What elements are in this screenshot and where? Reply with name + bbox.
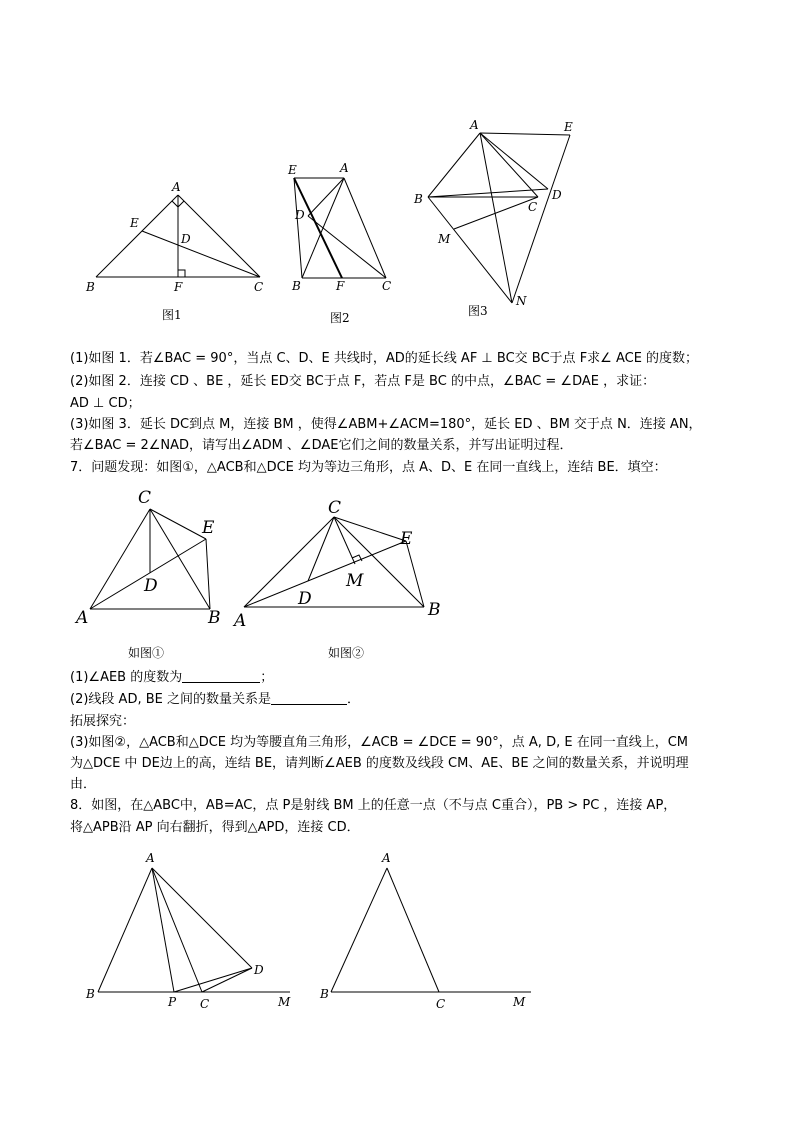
label-e: E bbox=[288, 163, 297, 177]
figure-1 bbox=[80, 175, 270, 330]
label-f: F bbox=[174, 280, 183, 294]
label-d: D bbox=[181, 232, 191, 246]
segment-ab bbox=[428, 133, 480, 197]
label-m: M bbox=[513, 995, 526, 1009]
q7-part1-end: ； bbox=[260, 670, 274, 685]
segment-cm bbox=[334, 517, 355, 564]
segment-ec bbox=[142, 231, 260, 277]
q7-intro: 7．问题发现：如图①，△ACB和△DCE 均为等边三角形，点 A、D、E 在同一直线上，连结 BE．填空： bbox=[70, 460, 667, 475]
label-b: B bbox=[320, 987, 329, 1001]
label-a: A bbox=[76, 608, 89, 628]
segment-eb bbox=[206, 539, 210, 609]
segment-ca bbox=[244, 517, 334, 607]
label-b: B bbox=[208, 608, 221, 628]
figure-4-caption: 如图① bbox=[128, 646, 165, 660]
figure-7 bbox=[315, 848, 540, 1018]
label-a: A bbox=[234, 611, 247, 631]
figure-6 bbox=[80, 848, 300, 1018]
segment-dc bbox=[308, 216, 386, 278]
label-n: N bbox=[516, 294, 527, 308]
segment-ab bbox=[331, 868, 387, 992]
q7-extension-heading: 拓展探究： bbox=[70, 714, 136, 729]
segment-ad bbox=[308, 178, 344, 216]
label-a: A bbox=[340, 161, 349, 175]
label-a: A bbox=[382, 851, 391, 865]
q6-part3-line2: 若∠BAC = 2∠NAD，请写出∠ADM 、∠DAE它们之间的数量关系，并写出证明过程． bbox=[70, 438, 573, 453]
figure-4 bbox=[70, 485, 240, 665]
figure-2 bbox=[280, 158, 400, 330]
segment-ca bbox=[90, 509, 150, 609]
segment-an bbox=[480, 133, 512, 303]
figure-5-caption: 如图② bbox=[328, 646, 365, 660]
segment-mc bbox=[454, 197, 538, 229]
label-a: A bbox=[172, 180, 181, 194]
label-f: F bbox=[336, 279, 345, 293]
q8-line1: 8．如图，在△ABC中，AB=AC，点 P是射线 BM 上的任意一点（不与点 C重合），PB > PC ，连接 AP， bbox=[70, 798, 677, 813]
segment-pd bbox=[174, 968, 252, 992]
segment-eb bbox=[406, 541, 424, 607]
label-d: D bbox=[144, 576, 158, 596]
q7-part2-end: ． bbox=[346, 692, 360, 707]
label-d: D bbox=[295, 208, 305, 222]
label-m: M bbox=[438, 232, 451, 246]
label-b: B bbox=[428, 600, 441, 620]
q7-part3-line1: (3)如图②，△ACB和△DCE 均为等腰直角三角形，∠ACB = ∠DCE = 90°，点 A, D, E 在同一直线上，CM bbox=[70, 735, 688, 750]
label-d: D bbox=[552, 188, 562, 202]
label-c: C bbox=[328, 498, 342, 518]
figure-1-caption: 图1 bbox=[162, 308, 182, 322]
figure-2-caption: 图2 bbox=[330, 311, 350, 325]
label-e: E bbox=[564, 120, 573, 134]
segment-ce bbox=[334, 517, 406, 541]
segment-ac bbox=[152, 868, 202, 992]
label-c: C bbox=[436, 997, 446, 1011]
segment-ae bbox=[480, 133, 570, 135]
q6-part3-line1: (3)如图 3．延长 DC到点 M，连接 BM ，使得∠ABM+∠ACM=180°，延长 ED 、BM 交于点 N．连接 AN， bbox=[70, 417, 702, 432]
answer-blank-2[interactable] bbox=[271, 692, 347, 705]
segment-ac bbox=[387, 868, 439, 992]
right-angle-mark-f bbox=[178, 270, 185, 277]
label-c: C bbox=[254, 280, 264, 294]
label-d: D bbox=[298, 589, 312, 609]
label-d: D bbox=[254, 963, 264, 977]
label-b: B bbox=[86, 987, 95, 1001]
segment-ac bbox=[480, 133, 538, 197]
q7-part2-text: (2)线段 AD, BE 之间的数量关系是 bbox=[70, 692, 271, 707]
segment-cd bbox=[202, 968, 252, 992]
q7-part1-text: (1)∠AEB 的度数为 bbox=[70, 670, 183, 685]
label-e: E bbox=[202, 518, 215, 538]
q7-part2 bbox=[70, 692, 730, 708]
label-b: B bbox=[414, 192, 423, 206]
segment-cb bbox=[150, 509, 210, 609]
q7-part3-line2: 为△DCE 中 DE边上的高，连结 BE，请判断∠AEB 的度数及线段 CM、AE、BE 之间的数量关系，并说明理 bbox=[70, 756, 689, 771]
q8-line2: 将△APB沿 AP 向右翻折，得到△APD，连接 CD． bbox=[70, 820, 360, 835]
label-m: M bbox=[346, 571, 364, 591]
answer-blank-1[interactable] bbox=[182, 670, 260, 683]
segment-ae bbox=[244, 541, 406, 607]
label-e: E bbox=[130, 216, 139, 230]
segment-bn bbox=[428, 197, 512, 303]
segment-ab bbox=[96, 195, 178, 277]
figure-5 bbox=[228, 485, 453, 665]
q6-part2-line2: AD ⊥ CD； bbox=[70, 396, 141, 411]
label-c: C bbox=[382, 279, 392, 293]
label-a: A bbox=[146, 851, 155, 865]
q7-part1 bbox=[70, 670, 730, 686]
figure-3-caption: 图3 bbox=[468, 304, 488, 318]
label-b: B bbox=[86, 280, 95, 294]
label-b: B bbox=[292, 279, 301, 293]
label-c: C bbox=[138, 488, 152, 508]
q6-part1: (1)如图 1．若∠BAC = 90°，当点 C、D、E 共线时，AD的延长线 AF ⊥ BC交 BC于点 F求∠ ACE 的度数； bbox=[70, 351, 699, 366]
label-m: M bbox=[278, 995, 291, 1009]
segment-ad bbox=[480, 133, 548, 189]
segment-ac bbox=[344, 178, 386, 278]
label-a: A bbox=[470, 118, 479, 132]
segment-en bbox=[512, 135, 570, 303]
label-p: P bbox=[168, 995, 177, 1009]
segment-ab bbox=[98, 868, 152, 992]
q7-part3-line3: 由． bbox=[70, 777, 97, 792]
segment-ce bbox=[150, 509, 206, 539]
segment-bd bbox=[428, 189, 548, 197]
label-c: C bbox=[528, 200, 538, 214]
figure-3 bbox=[408, 115, 583, 320]
label-e: E bbox=[400, 529, 413, 549]
q6-part2-line1: (2)如图 2．连接 CD 、BE ，延长 ED交 BC于点 F，若点 F是 BC 的中点，∠BAC = ∠DAE ，求证： bbox=[70, 374, 656, 389]
label-c: C bbox=[200, 997, 210, 1011]
